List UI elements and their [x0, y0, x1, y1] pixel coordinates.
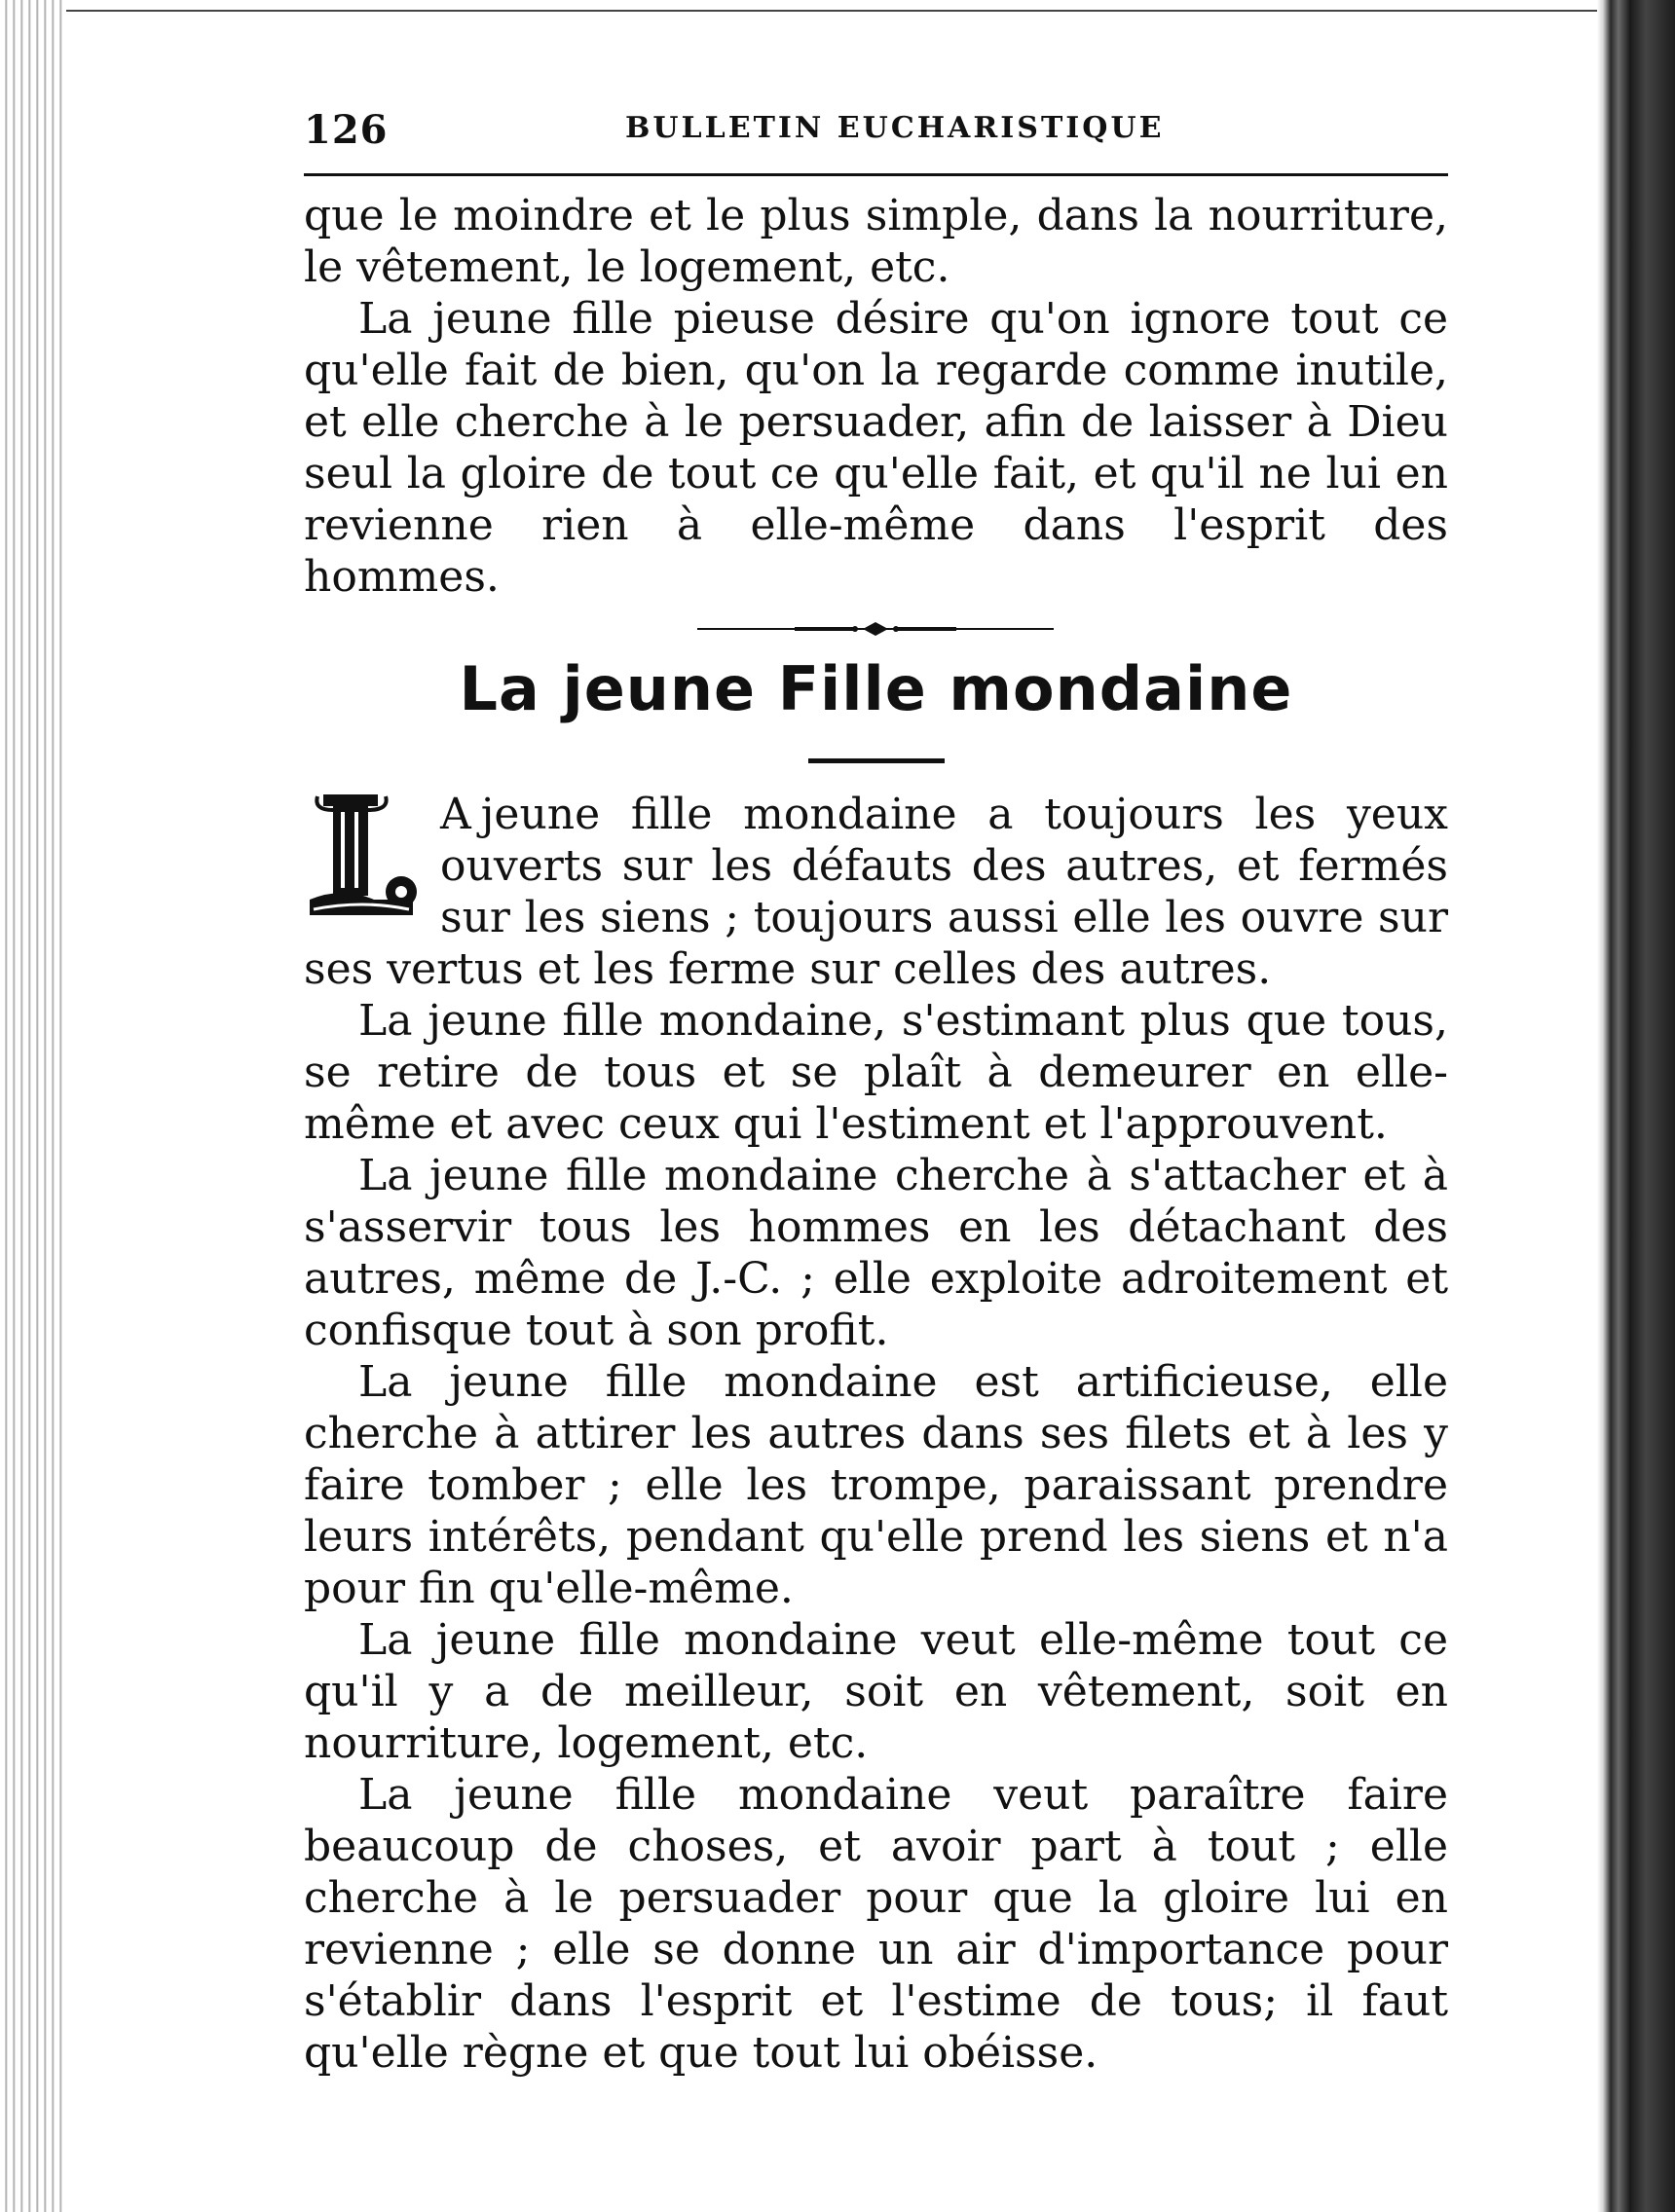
continuation-paragraph: La jeune fille pieuse désire qu'on ignore tout ce qu'elle fait de bien, qu'on la regarde comme inutile, et elle cherche à le persuader, afin de laisser à Dieu seul la gloire de tout ce qu'elle fait, et qu'il ne lui en revienne rien à elle-même dans l'esprit des hommes.: [304, 294, 1448, 602]
body-paragraph: La jeune fille mondaine, s'estimant plus que tous, se retire de tous et se plaît à demeurer en elle-même et avec ceux qui l'estiment et l'approuvent.: [304, 996, 1448, 1149]
body-paragraph: La jeune fille mondaine cherche à s'attacher et à s'asservir tous les hommes en les détachant des autres, même de J.-C. ; elle exploite adroitement et confisque tout à son profit.: [304, 1151, 1448, 1355]
first-paragraph-start: A: [440, 790, 471, 839]
first-paragraph: [304, 789, 1448, 995]
title-rule: [808, 758, 945, 763]
first-paragraph-text: jeune fille mondaine a toujours les yeux ouverts sur les défauts des autres, et fermés sur les siens ; toujours aussi elle les ouvre sur ses vertus et les ferme sur celles des autres.: [304, 790, 1448, 994]
scan-right-binding-edge: [1597, 0, 1675, 2212]
section-body: [304, 995, 1448, 2079]
drop-cap-l-icon: [304, 791, 427, 927]
page-number: 126: [304, 107, 389, 153]
running-title: BULLETIN EUCHARISTIQUE: [625, 111, 1165, 145]
body-paragraph: La jeune fille mondaine veut elle-même tout ce qu'il y a de meilleur, soit en vêtement, soit en nourriture, logement, etc.: [304, 1615, 1448, 1768]
running-head: [304, 93, 1448, 162]
scan-left-page-edges: [0, 0, 66, 2212]
ornamental-divider: [304, 616, 1448, 642]
continuation-text: [304, 190, 1448, 603]
body-paragraph: La jeune fille mondaine est artificieuse, elle cherche à attirer les autres dans ses filets et à les y faire tomber ; elle les trompe, paraissant prendre leurs intérêts, pendant qu'elle prend les siens et n'a pour fin qu'elle-même.: [304, 1357, 1448, 1613]
scan-top-edge: [0, 0, 1607, 12]
body-paragraph: La jeune fille mondaine veut paraître faire beaucoup de choses, et avoir part à tout ; elle cherche à le persuader pour que la gloire lui en revienne ; elle se donne un air d'importance pour s'établir dans l'esprit et l'estime de tous; il faut qu'elle règne et que tout lui obéisse.: [304, 1770, 1448, 2078]
book-page: [304, 93, 1448, 2079]
section-title: La jeune Fille mondaine: [459, 653, 1293, 724]
continuation-paragraph: que le moindre et le plus simple, dans la nourriture, le vêtement, le logement, etc.: [304, 191, 1448, 292]
ornament-divider-icon: [697, 620, 1054, 638]
header-rule: [304, 173, 1448, 176]
